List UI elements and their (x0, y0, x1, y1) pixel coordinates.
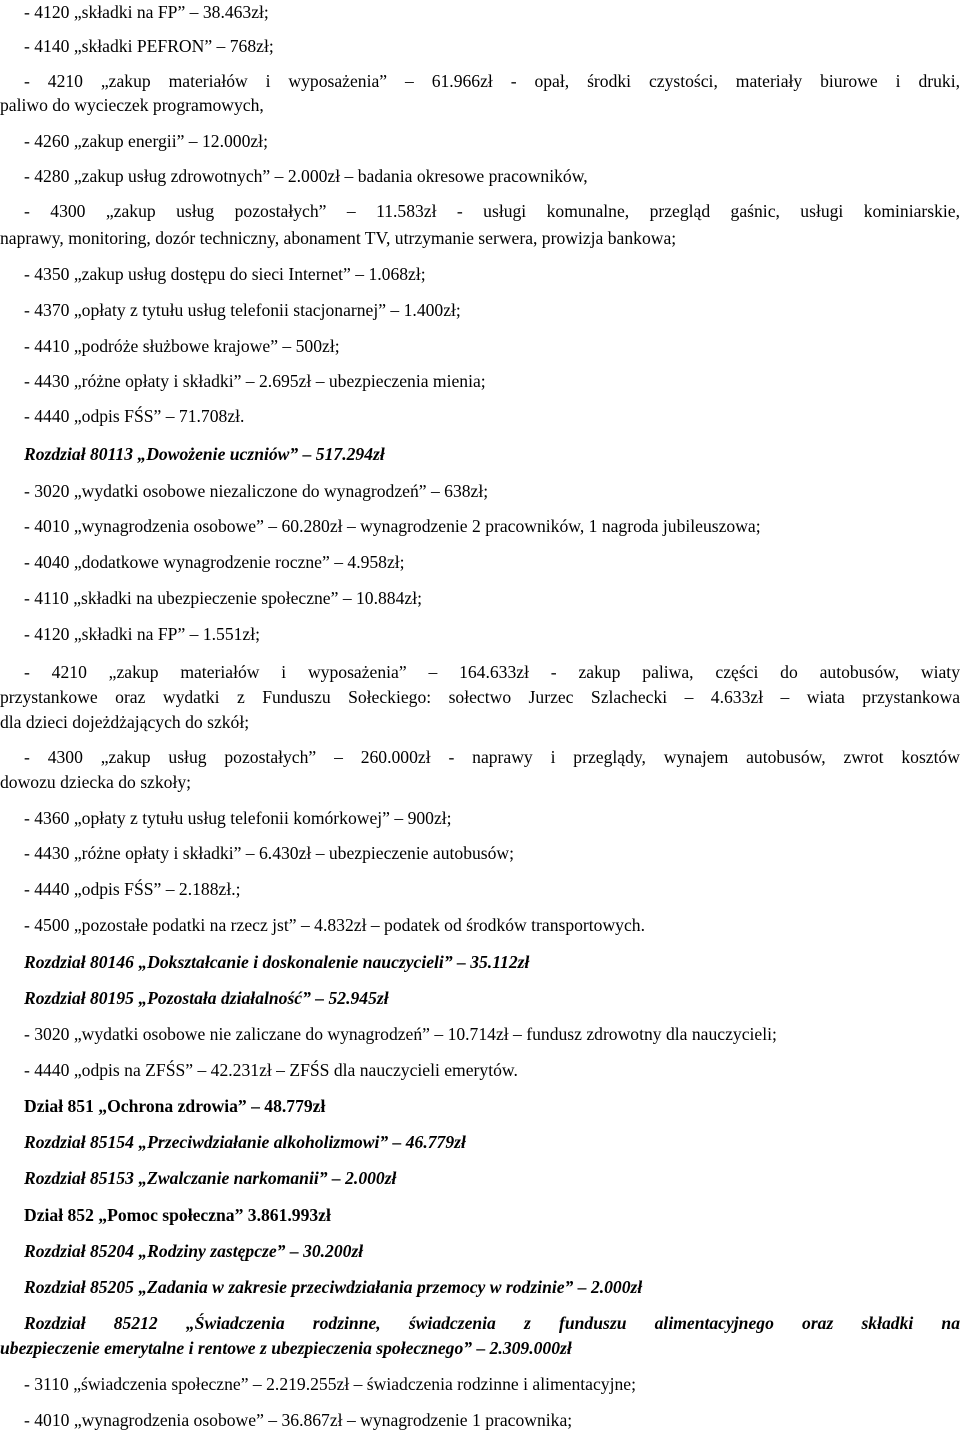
text-line-19: - 4120 „składki na FP” – 1.551zł; (24, 624, 261, 644)
text-line-42: - 4010 „wynagrodzenia osobowe” – 36.867zł – wynagrodzenie 1 pracownika; (24, 1410, 573, 1430)
text-line-29: Rozdział 80146 „Dokształcanie i doskonalenie nauczycieli” – 35.112zł (24, 952, 530, 972)
text-line-7: - 4300 „zakup usług pozostałych” – 11.583zł - usługi komunalne, przegląd gaśnic, usługi kominiarskie, (24, 201, 960, 221)
text-line-9: - 4350 „zakup usług dostępu do sieci Internet” – 1.068zł; (24, 264, 426, 284)
text-line-25: - 4360 „opłaty z tytułu usług telefonii komórkowej” – 900zł; (24, 808, 452, 828)
text-line-21: przystankowe oraz wydatki z Funduszu Sołeckiego: sołectwo Jurzec Szlachecki – 4.633zł – wiata przystankowa (0, 687, 960, 707)
text-line-15: - 3020 „wydatki osobowe niezaliczone do wynagrodzeń” – 638zł; (24, 481, 489, 501)
text-line-16: - 4010 „wynagrodzenia osobowe” – 60.280zł – wynagrodzenie 2 pracowników, 1 nagroda jubileuszowa; (24, 516, 761, 536)
text-line-12: - 4430 „różne opłaty i składki” – 2.695zł – ubezpieczenia mienia; (24, 371, 486, 391)
text-line-5: - 4260 „zakup energii” – 12.000zł; (24, 131, 268, 151)
text-line-6: - 4280 „zakup usług zdrowotnych” – 2.000zł – badania okresowe pracowników, (24, 166, 588, 186)
text-line-30: Rozdział 80195 „Pozostała działalność” – 52.945zł (24, 988, 389, 1008)
text-line-18: - 4110 „składki na ubezpieczenie społeczne” – 10.884zł; (24, 588, 422, 608)
text-line-38: Rozdział 85205 „Zadania w zakresie przeciwdziałania przemocy w rodzinie” – 2.000zł (24, 1277, 643, 1297)
text-line-2: - 4140 „składki PEFRON” – 768zł; (24, 36, 274, 56)
text-line-27: - 4440 „odpis FŚS” – 2.188zł.; (24, 879, 241, 899)
text-line-17: - 4040 „dodatkowe wynagrodzenie roczne” – 4.958zł; (24, 552, 405, 572)
text-line-8: naprawy, monitoring, dozór techniczny, abonament TV, utrzymanie serwera, prowizja bankowa; (0, 228, 677, 248)
text-line-36: Dział 852 „Pomoc społeczna” 3.861.993zł (24, 1205, 331, 1225)
text-line-23: - 4300 „zakup usług pozostałych” – 260.000zł - naprawy i przeglądy, wynajem autobusów, zwrot kosztów (24, 747, 960, 767)
text-line-24: dowozu dziecka do szkoły; (0, 772, 192, 792)
text-line-37: Rozdział 85204 „Rodziny zastępcze” – 30.200zł (24, 1241, 364, 1261)
text-line-33: Dział 851 „Ochrona zdrowia” – 48.779zł (24, 1096, 326, 1116)
text-line-40: ubezpieczenie emerytalne i rentowe z ubezpieczenia społecznego” – 2.309.000zł (0, 1338, 572, 1358)
text-line-3: - 4210 „zakup materiałów i wyposażenia” – 61.966zł - opał, środki czystości, materiały biurowe i druki, (24, 71, 960, 91)
text-line-4: paliwo do wycieczek programowych, (0, 95, 264, 115)
text-line-26: - 4430 „różne opłaty i składki” – 6.430zł – ubezpieczenie autobusów; (24, 843, 515, 863)
text-line-11: - 4410 „podróże służbowe krajowe” – 500zł; (24, 336, 340, 356)
text-line-14: Rozdział 80113 „Dowożenie uczniów” – 517.294zł (24, 444, 385, 464)
text-line-10: - 4370 „opłaty z tytułu usług telefonii stacjonarnej” – 1.400zł; (24, 300, 461, 320)
text-line-31: - 3020 „wydatki osobowe nie zaliczane do wynagrodzeń” – 10.714zł – fundusz zdrowotny dla nauczycieli; (24, 1024, 777, 1044)
text-line-1: - 4120 „składki na FP” – 38.463zł; (24, 2, 269, 22)
text-line-35: Rozdział 85153 „Zwalczanie narkomanii” – 2.000zł (24, 1168, 397, 1188)
text-line-13: - 4440 „odpis FŚS” – 71.708zł. (24, 406, 245, 426)
text-line-34: Rozdział 85154 „Przeciwdziałanie alkoholizmowi” – 46.779zł (24, 1132, 466, 1152)
text-line-41: - 3110 „świadczenia społeczne” – 2.219.255zł – świadczenia rodzinne i alimentacyjne; (24, 1374, 636, 1394)
text-line-32: - 4440 „odpis na ZFŚS” – 42.231zł – ZFŚS dla nauczycieli emerytów. (24, 1060, 518, 1080)
text-line-28: - 4500 „pozostałe podatki na rzecz jst” – 4.832zł – podatek od środków transportowych. (24, 915, 645, 935)
text-line-20: - 4210 „zakup materiałów i wyposażenia” – 164.633zł - zakup paliwa, części do autobusów, wiaty (24, 662, 960, 682)
text-line-39: Rozdział 85212 „Świadczenia rodzinne, świadczenia z funduszu alimentacyjnego oraz składki na (24, 1313, 960, 1333)
text-line-22: dla dzieci dojeżdżających do szkół; (0, 712, 250, 732)
